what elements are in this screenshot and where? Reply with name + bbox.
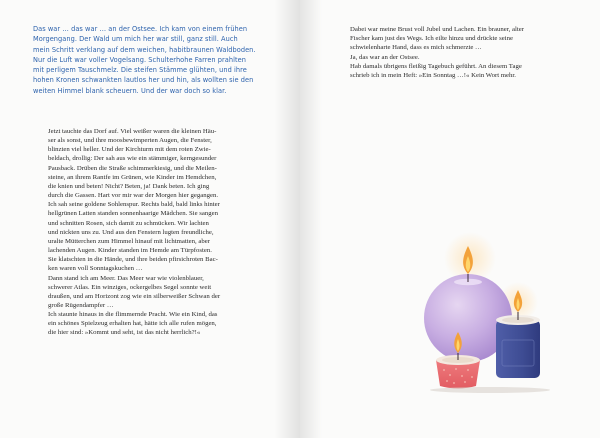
gutter-shadow xyxy=(300,0,322,438)
handwritten-line: mit perligem Tauschmelz. Die steifen Stämme glühten, und ihre xyxy=(33,66,247,75)
text-line: Fischer kam just des Wegs. Ich eilte hinzu und drückte seine xyxy=(350,35,513,43)
handwritten-line: Nur die Luft war voller Vogelsang. Schulterhohe Farren prahlten xyxy=(33,55,246,64)
text-line: blinzten viel heller. Und der Kirchturm mit dem roten Zwie- xyxy=(48,146,211,154)
text-line: steine, an ihrem Rantfe im Grünen, wie Kinder im Hemdchen, xyxy=(48,173,217,181)
text-line: Pausback. Drüben die Straße schimmerkiesig, und die Meilen- xyxy=(48,164,217,172)
text-line: Ich staunte hinaus in die flimmernde Pracht. Wie ein Kind, das xyxy=(48,311,218,319)
text-line: Dabei war meine Brust voll Jubel und Lachen. Ein brauner, alter xyxy=(350,26,525,33)
text-line: beldach, drollig: Der sah aus wie ein stämmiger, kerngesunder xyxy=(48,155,217,163)
text-line: große Rügendampfer … xyxy=(48,301,114,309)
right-paragraphs xyxy=(350,25,580,80)
text-line: Dann stand ich am Meer. Das Meer war wie violenblauer, xyxy=(48,274,204,282)
text-line: ser als sonst, und ihre moosbewimperten Augen, die Fenster, xyxy=(48,137,212,145)
text-line: die knien und beten! Nicht? Beten, ja! Dank beten. Ich ging xyxy=(48,182,210,190)
text-line: Jetzt tauchte das Dorf auf. Viel weißer waren die kleinen Häu- xyxy=(48,128,217,135)
candles-illustration xyxy=(418,220,578,395)
text-line: uralte Mütterchen zum Himmel hinauf mit lichtmatten, aber xyxy=(48,237,210,245)
handwritten-passage xyxy=(33,24,263,96)
right-page xyxy=(300,0,600,438)
text-line: Sie klatschten in die Hände, und ihre beiden pfirsichroten Bac- xyxy=(48,256,218,264)
text-line: schwielenharte Hand, dass es mich schmerzte … xyxy=(350,44,482,52)
text-line: Hab damals übrigens fleißig Tagebuch geführt. An diesem Tage xyxy=(350,62,522,70)
text-line: die hier sind: »Kommt und seht, ist das nicht herrlich?!« xyxy=(48,329,201,337)
handwritten-line: Morgengang. Der Wald um mich her war still, ganz still. Auch xyxy=(33,35,238,44)
text-line: und schnitten Rosen, sich damit zu schmücken. Wir lachten xyxy=(48,219,209,227)
text-line: draußen, und am Horizont zog wie ein silberweißer Schwan der xyxy=(48,292,221,300)
text-line: ein schönes Spielzeug erhalten hat, hätte ich alle rufen mögen, xyxy=(48,320,217,328)
text-line: durch die Gassen. Hart vor mir war der Morgen hier gegangen. xyxy=(48,192,219,200)
text-line: lachenden Augen. Kinder standen im Hemde am Türpfosten. xyxy=(48,247,212,255)
text-line: schrieb ich in mein Heft: »Ein Sonntag …!« Kein Wort mehr. xyxy=(350,72,516,80)
text-line: Ich sah seine goldene Sohlenspur. Rechts bald, bald links hinter xyxy=(48,201,220,209)
handwritten-line: Das war … das war … an der Ostsee. Ich kam von einem frühen xyxy=(33,25,248,33)
text-line: Ja, das war an der Ostsee. xyxy=(350,53,420,61)
candle-shadow xyxy=(430,387,550,393)
body-paragraphs xyxy=(48,127,272,338)
handwritten-line: weiten Himmel blank scheuern. Und der war doch so klar. xyxy=(33,86,227,95)
text-line: hellgrünen Latten standen sonnenhaarige Mädchen. Sie sangen xyxy=(48,210,219,218)
text-line: schwerer Atlas. Ein winziges, ockergelbes Segel sonnte weit xyxy=(48,283,212,291)
gutter-shadow xyxy=(274,0,300,438)
handwritten-line: hohen Kronen schwankten lautlos her und hin, als wollten sie den xyxy=(33,76,254,85)
text-line: ken waren voll Sonntagskuchen … xyxy=(48,265,143,273)
handwritten-line: mein Schritt verklang auf dem weichen, habitbraunen Waldboden. xyxy=(33,45,256,54)
text-line: und nickten uns zu. Und aus den Fenstern lugten freundliche, xyxy=(48,228,214,236)
